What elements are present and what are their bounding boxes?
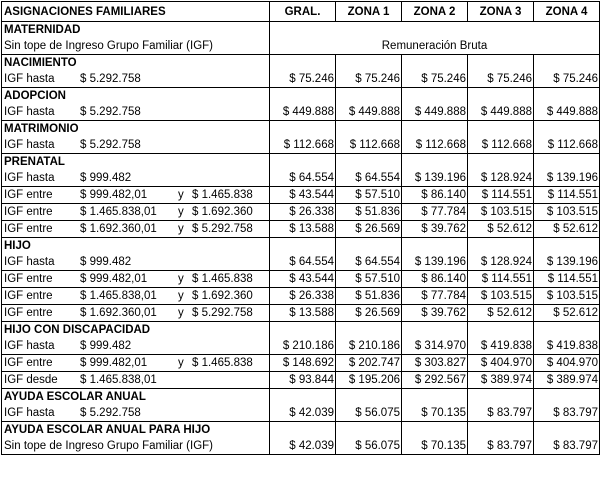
amount-cell: $ 103.515 [468,204,534,221]
column-header-zona-3: ZONA 3 [468,2,534,22]
amount-cell: $ 112.668 [468,137,534,154]
amount-cell: $ 86.140 [402,271,468,288]
income-amount-to: $ 1.692.360 [192,206,253,218]
section-header-row [2,389,600,406]
row-label [2,438,270,455]
amount-cell: $ 314.970 [402,338,468,355]
row-label [2,221,270,238]
empty-cell [468,55,534,72]
empty-cell [468,422,534,439]
income-amount-to: $ 5.292.758 [192,223,253,235]
income-condition: IGF hasta [4,407,55,419]
amount-cell: $ 52.612 [534,221,600,238]
amount-cell: $ 52.612 [534,305,600,322]
column-header-zona-4: ZONA 4 [534,2,600,22]
amount-cell: $ 128.924 [468,254,534,271]
empty-cell [336,238,402,255]
amount-cell: $ 86.140 [402,187,468,204]
table-row [2,305,600,322]
table-title: ASIGNACIONES FAMILIARES [2,2,270,22]
income-condition: IGF entre [4,273,53,285]
empty-cell [468,121,534,138]
amount-cell: $ 114.551 [468,271,534,288]
income-amount-to: $ 1.465.838 [192,273,253,285]
amount-cell: $ 77.784 [402,204,468,221]
table-row [2,438,600,455]
amount-cell: $ 210.186 [336,338,402,355]
empty-cell [336,121,402,138]
empty-cell [270,389,336,406]
amount-cell: $ 83.797 [468,438,534,455]
table-row [2,187,600,204]
amount-cell: $ 13.588 [270,305,336,322]
amount-cell: $ 112.668 [270,137,336,154]
amount-cell: $ 26.569 [336,305,402,322]
income-connector: y [178,290,184,302]
income-condition: IGF desde [4,374,58,386]
income-amount-from: $ 1.692.360,01 [80,223,157,235]
empty-cell [534,238,600,255]
empty-cell [336,88,402,105]
amount-cell: $ 114.551 [468,187,534,204]
amount-cell: $ 52.612 [468,221,534,238]
income-connector: y [178,223,184,235]
amount-cell: $ 202.747 [336,355,402,372]
income-amount-from: $ 5.292.758 [80,407,141,419]
amount-cell: $ 64.554 [270,170,336,187]
amount-cell: $ 139.196 [534,254,600,271]
table-row [2,221,600,238]
table-row [2,254,600,271]
empty-cell [402,389,468,406]
income-amount-from: $ 1.465.838,01 [80,206,157,218]
table-row [2,338,600,355]
section-header-row [2,238,600,255]
amount-cell: $ 52.612 [468,305,534,322]
empty-cell [534,55,600,72]
empty-cell [336,422,402,439]
row-label [2,288,270,305]
amount-cell: $ 93.844 [270,372,336,389]
amount-cell: $ 77.784 [402,288,468,305]
row-label [2,338,270,355]
amount-cell: $ 64.554 [336,254,402,271]
income-condition: IGF entre [4,307,53,319]
income-condition: IGF hasta [4,106,55,118]
table-row [2,71,600,88]
row-label [2,355,270,372]
amount-cell: $ 83.797 [534,438,600,455]
empty-cell [534,389,600,406]
amount-cell: $ 419.838 [534,338,600,355]
row-label [2,38,270,55]
income-amount-to: $ 1.465.838 [192,357,253,369]
empty-cell [336,55,402,72]
amount-cell: $ 70.135 [402,438,468,455]
amount-cell: $ 75.246 [336,71,402,88]
income-condition: IGF entre [4,357,53,369]
empty-cell [534,154,600,171]
amount-cell: $ 26.338 [270,204,336,221]
amount-cell: $ 70.135 [402,405,468,422]
amount-cell: $ 449.888 [270,104,336,121]
amount-cell: $ 114.551 [534,187,600,204]
empty-cell [336,154,402,171]
row-label [2,372,270,389]
section-header-row [2,55,600,72]
empty-cell [270,22,600,39]
empty-cell [402,154,468,171]
empty-cell [534,322,600,339]
section-title: HIJO CON DISCAPACIDAD [2,322,270,339]
empty-cell [270,121,336,138]
amount-cell: $ 64.554 [336,170,402,187]
table-row [2,271,600,288]
income-condition: IGF entre [4,206,53,218]
income-connector: y [178,273,184,285]
amount-cell: $ 114.551 [534,271,600,288]
empty-cell [402,121,468,138]
amount-cell: $ 419.838 [468,338,534,355]
row-label [2,405,270,422]
amount-cell: $ 148.692 [270,355,336,372]
section-header-row [2,322,600,339]
section-title: AYUDA ESCOLAR ANUAL PARA HIJO [2,422,270,439]
amount-cell: $ 449.888 [336,104,402,121]
amount-cell: $ 75.246 [534,71,600,88]
income-amount-from: $ 999.482 [80,340,132,352]
table-row [2,38,600,55]
remuneration-cell: Remuneración Bruta [270,38,600,55]
amount-cell: $ 83.797 [468,405,534,422]
empty-cell [336,322,402,339]
amount-cell: $ 83.797 [534,405,600,422]
row-label [2,254,270,271]
amount-cell: $ 57.510 [336,271,402,288]
amount-cell: $ 449.888 [402,104,468,121]
column-header-zona-2: ZONA 2 [402,2,468,22]
amount-cell: $ 75.246 [402,71,468,88]
table-row [2,288,600,305]
amount-cell: $ 26.569 [336,221,402,238]
amount-cell: $ 39.762 [402,221,468,238]
amount-cell: $ 404.970 [468,355,534,372]
income-amount-to: $ 1.465.838 [192,189,253,201]
amount-cell: $ 51.836 [336,204,402,221]
amount-cell: $ 195.206 [336,372,402,389]
empty-cell [534,88,600,105]
empty-cell [270,55,336,72]
row-label [2,137,270,154]
row-label [2,170,270,187]
row-label [2,187,270,204]
income-condition: IGF hasta [4,73,55,85]
header-row [2,2,600,22]
amount-cell: $ 139.196 [402,170,468,187]
amount-cell: $ 51.836 [336,288,402,305]
amount-cell: $ 303.827 [402,355,468,372]
income-amount-from: $ 999.482 [80,256,132,268]
column-header-zona-1: ZONA 1 [336,2,402,22]
empty-cell [468,238,534,255]
income-condition: IGF hasta [4,172,55,184]
amount-cell: $ 139.196 [534,170,600,187]
amount-cell: $ 139.196 [402,254,468,271]
amount-cell: $ 56.075 [336,405,402,422]
amount-cell: $ 210.186 [270,338,336,355]
income-amount-from: $ 999.482 [80,172,132,184]
amount-cell: $ 103.515 [468,288,534,305]
section-title: AYUDA ESCOLAR ANUAL [2,389,270,406]
empty-cell [270,238,336,255]
section-header-row [2,154,600,171]
empty-cell [270,422,336,439]
amount-cell: $ 57.510 [336,187,402,204]
empty-cell [534,121,600,138]
table-row [2,355,600,372]
amount-cell: $ 389.974 [534,372,600,389]
empty-cell [336,389,402,406]
income-connector: y [178,206,184,218]
table-row [2,170,600,187]
income-amount-to: $ 1.692.360 [192,290,253,302]
empty-cell [402,238,468,255]
section-header-row [2,422,600,439]
income-amount-from: $ 999.482,01 [80,357,148,369]
income-amount-from: $ 5.292.758 [80,73,141,85]
amount-cell: $ 39.762 [402,305,468,322]
asignaciones-table [1,1,600,455]
table-row [2,372,600,389]
empty-cell [468,389,534,406]
income-amount-from: $ 1.465.838,01 [80,290,157,302]
amount-cell: $ 75.246 [270,71,336,88]
section-header-row [2,121,600,138]
income-connector: y [178,357,184,369]
empty-cell [468,88,534,105]
row-label [2,204,270,221]
section-title: HIJO [2,238,270,255]
amount-cell: $ 75.246 [468,71,534,88]
empty-cell [534,422,600,439]
amount-cell: $ 449.888 [534,104,600,121]
amount-cell: $ 56.075 [336,438,402,455]
amount-cell: $ 404.970 [534,355,600,372]
amount-cell: $ 128.924 [468,170,534,187]
income-amount-to: $ 5.292.758 [192,307,253,319]
empty-cell [468,154,534,171]
table-row [2,204,600,221]
income-condition: IGF entre [4,189,53,201]
amount-cell: $ 26.338 [270,288,336,305]
income-condition: IGF hasta [4,139,55,151]
amount-cell: $ 13.588 [270,221,336,238]
row-label [2,271,270,288]
income-amount-from: $ 1.465.838,01 [80,374,157,386]
empty-cell [270,88,336,105]
table-row [2,405,600,422]
section-title: MATRIMONIO [2,121,270,138]
income-condition: Sin tope de Ingreso Grupo Familiar (IGF) [4,440,213,452]
amount-cell: $ 42.039 [270,438,336,455]
amount-cell: $ 103.515 [534,288,600,305]
income-condition: IGF hasta [4,256,55,268]
table-row [2,137,600,154]
amount-cell: $ 292.567 [402,372,468,389]
income-condition: Sin tope de Ingreso Grupo Familiar (IGF) [4,40,213,52]
amount-cell: $ 42.039 [270,405,336,422]
income-amount-from: $ 5.292.758 [80,139,141,151]
income-condition: IGF entre [4,223,53,235]
row-label [2,71,270,88]
table-row [2,104,600,121]
section-title: PRENATAL [2,154,270,171]
income-connector: y [178,189,184,201]
income-condition: IGF entre [4,290,53,302]
income-condition: IGF hasta [4,340,55,352]
amount-cell: $ 43.544 [270,187,336,204]
empty-cell [402,322,468,339]
empty-cell [270,322,336,339]
section-title: NACIMIENTO [2,55,270,72]
income-amount-from: $ 1.692.360,01 [80,307,157,319]
income-amount-from: $ 5.292.758 [80,106,141,118]
amount-cell: $ 389.974 [468,372,534,389]
empty-cell [468,322,534,339]
amount-cell: $ 112.668 [336,137,402,154]
empty-cell [402,55,468,72]
row-label [2,305,270,322]
amount-cell: $ 64.554 [270,254,336,271]
section-header-row [2,88,600,105]
income-amount-from: $ 999.482,01 [80,189,148,201]
empty-cell [270,154,336,171]
amount-cell: $ 449.888 [468,104,534,121]
income-amount-from: $ 999.482,01 [80,273,148,285]
section-title: MATERNIDAD [2,22,270,39]
row-label [2,104,270,121]
empty-cell [402,88,468,105]
empty-cell [402,422,468,439]
amount-cell: $ 43.544 [270,271,336,288]
amount-cell: $ 103.515 [534,204,600,221]
amount-cell: $ 112.668 [402,137,468,154]
amount-cell: $ 112.668 [534,137,600,154]
column-header-gral: GRAL. [270,2,336,22]
section-title: ADOPCION [2,88,270,105]
income-connector: y [178,307,184,319]
section-header-row [2,22,600,39]
